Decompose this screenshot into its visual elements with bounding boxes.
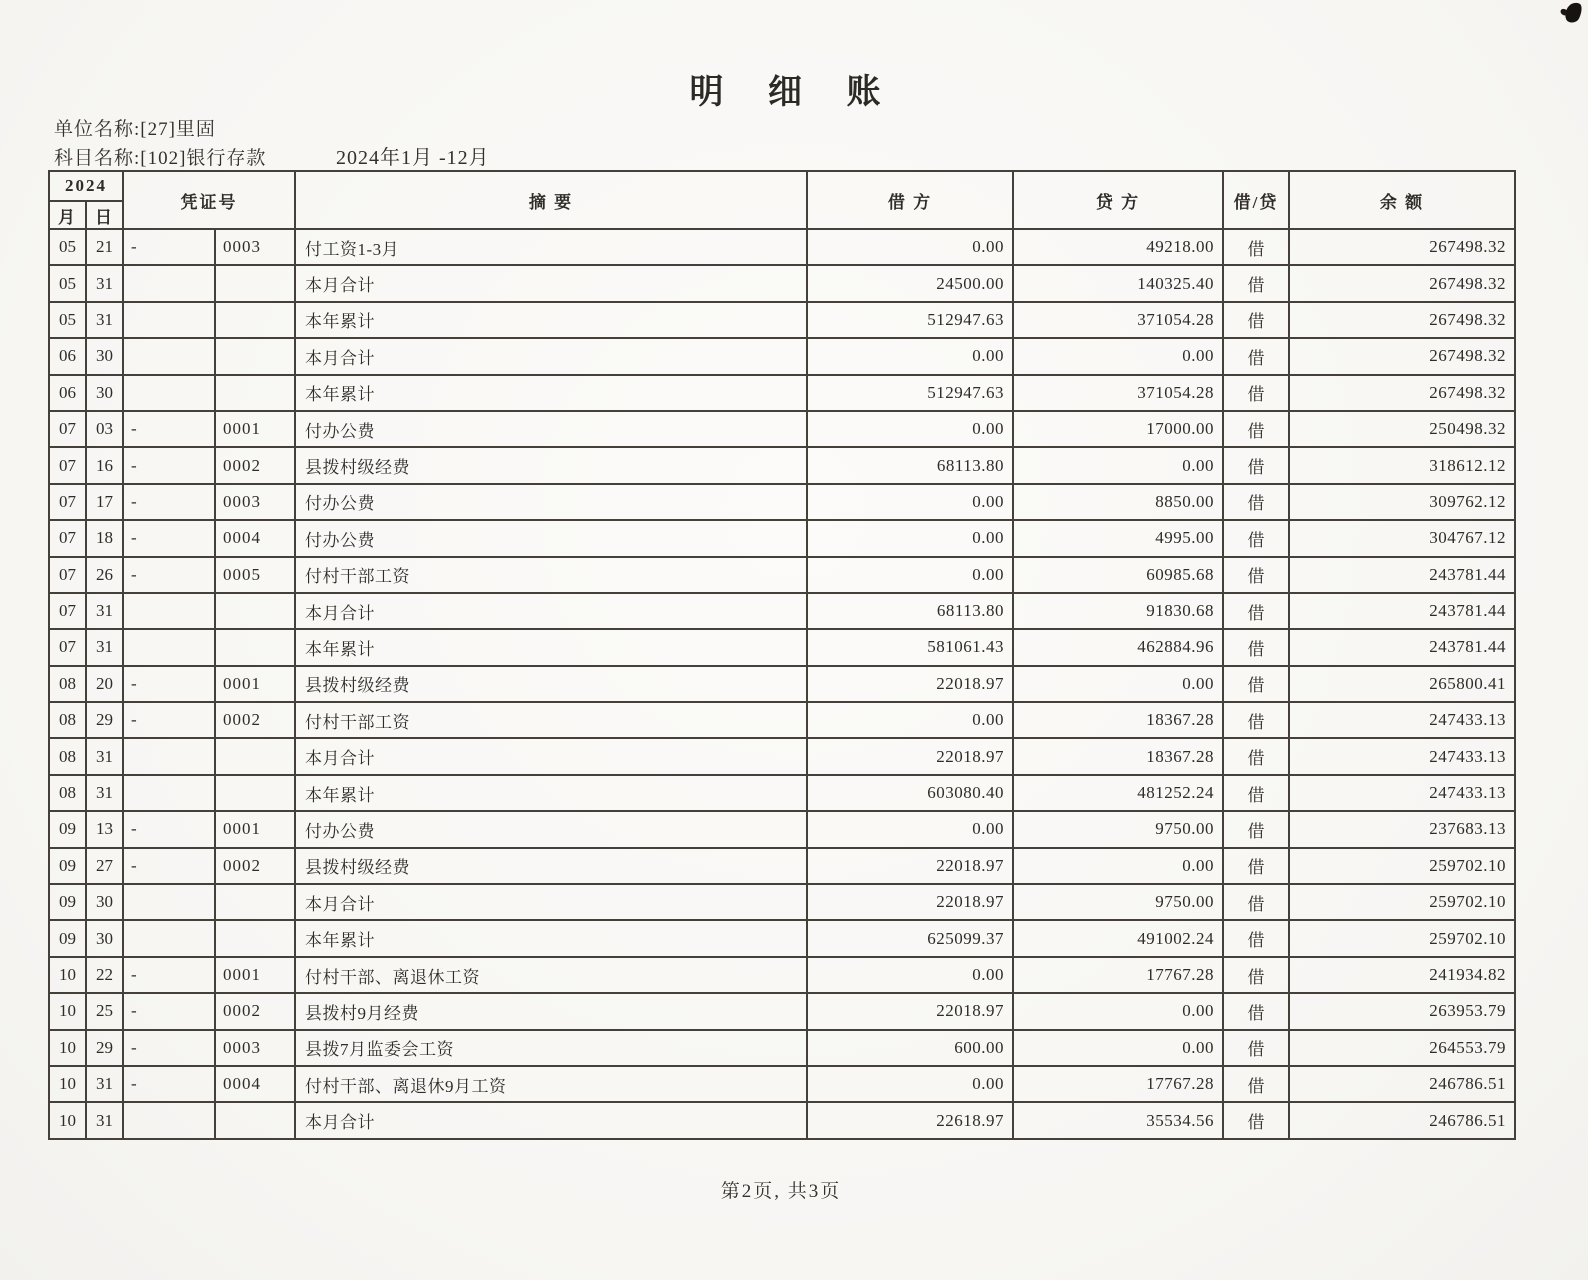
cell-voucher-no: 0003: [215, 1030, 295, 1066]
cell-day: 26: [86, 557, 123, 593]
cell-debit: 22018.97: [807, 884, 1013, 920]
cell-summary: 本年累计: [295, 375, 807, 411]
cell-month: 08: [49, 666, 86, 702]
cell-day: 30: [86, 920, 123, 956]
header-year: 2024: [49, 171, 123, 201]
cell-voucher-no: 0002: [215, 993, 295, 1029]
cell-summary: 本月合计: [295, 884, 807, 920]
cell-voucher-no: [215, 629, 295, 665]
cell-voucher-no: 0001: [215, 411, 295, 447]
cell-summary: 本月合计: [295, 338, 807, 374]
cell-debit: 0.00: [807, 557, 1013, 593]
cell-voucher-prefix: [123, 1102, 215, 1138]
cell-month: 08: [49, 775, 86, 811]
cell-summary: 本年累计: [295, 775, 807, 811]
cell-debit: 0.00: [807, 1066, 1013, 1102]
table-row: [49, 484, 1515, 520]
cell-voucher-no: 0001: [215, 666, 295, 702]
cell-balance: 267498.32: [1289, 338, 1515, 374]
cell-month: 07: [49, 411, 86, 447]
cell-day: 16: [86, 447, 123, 483]
cell-debit-credit-flag: 借: [1223, 1066, 1289, 1102]
cell-balance: 265800.41: [1289, 666, 1515, 702]
cell-balance: 247433.13: [1289, 702, 1515, 738]
cell-voucher-prefix: [123, 775, 215, 811]
cell-voucher-prefix: [123, 629, 215, 665]
table-row: [49, 993, 1515, 1029]
cell-credit: 60985.68: [1013, 557, 1223, 593]
cell-voucher-no: 0004: [215, 520, 295, 556]
cell-voucher-no: [215, 338, 295, 374]
table-row: [49, 411, 1515, 447]
cell-debit-credit-flag: 借: [1223, 666, 1289, 702]
cell-credit: 49218.00: [1013, 229, 1223, 265]
cell-summary: 付村干部、离退休工资: [295, 957, 807, 993]
cell-debit-credit-flag: 借: [1223, 338, 1289, 374]
header-debit: 借 方: [807, 171, 1013, 229]
cell-balance: 247433.13: [1289, 738, 1515, 774]
table-row: [49, 1102, 1515, 1138]
cell-summary: 付村干部工资: [295, 702, 807, 738]
subject-name-label: 科目名称:[102]银行存款: [54, 148, 267, 169]
cell-summary: 本月合计: [295, 738, 807, 774]
table-row: [49, 302, 1515, 338]
header-balance: 余 额: [1289, 171, 1515, 229]
cell-day: 22: [86, 957, 123, 993]
cell-debit: 22018.97: [807, 993, 1013, 1029]
cell-voucher-prefix: [123, 920, 215, 956]
cell-debit: 0.00: [807, 484, 1013, 520]
cell-voucher-prefix: [123, 375, 215, 411]
cell-summary: 付办公费: [295, 484, 807, 520]
cell-voucher-no: [215, 884, 295, 920]
cell-month: 07: [49, 447, 86, 483]
cell-debit-credit-flag: 借: [1223, 957, 1289, 993]
cell-credit: 8850.00: [1013, 484, 1223, 520]
cell-voucher-no: 0002: [215, 447, 295, 483]
cell-summary: 县拨村级经费: [295, 447, 807, 483]
cell-summary: 付村干部、离退休9月工资: [295, 1066, 807, 1102]
cell-day: 21: [86, 229, 123, 265]
cell-balance: 309762.12: [1289, 484, 1515, 520]
cell-day: 31: [86, 629, 123, 665]
cell-voucher-no: [215, 1102, 295, 1138]
cell-month: 07: [49, 484, 86, 520]
cell-balance: 267498.32: [1289, 302, 1515, 338]
scan-ink-blot: [1562, 0, 1584, 25]
unit-name-label: 单位名称:[27]里固: [54, 119, 216, 140]
cell-debit-credit-flag: 借: [1223, 411, 1289, 447]
cell-credit: 140325.40: [1013, 265, 1223, 301]
cell-debit-credit-flag: 借: [1223, 265, 1289, 301]
cell-debit: 22618.97: [807, 1102, 1013, 1138]
cell-credit: 4995.00: [1013, 520, 1223, 556]
cell-debit-credit-flag: 借: [1223, 629, 1289, 665]
cell-credit: 0.00: [1013, 848, 1223, 884]
cell-voucher-prefix: -: [123, 666, 215, 702]
cell-credit: 0.00: [1013, 666, 1223, 702]
cell-month: 08: [49, 702, 86, 738]
cell-credit: 17000.00: [1013, 411, 1223, 447]
cell-summary: 本年累计: [295, 920, 807, 956]
cell-balance: 246786.51: [1289, 1102, 1515, 1138]
header-dc: 借/贷: [1223, 171, 1289, 229]
cell-balance: 243781.44: [1289, 557, 1515, 593]
cell-day: 03: [86, 411, 123, 447]
cell-debit: 22018.97: [807, 848, 1013, 884]
cell-voucher-no: [215, 265, 295, 301]
cell-voucher-prefix: -: [123, 957, 215, 993]
cell-voucher-no: [215, 738, 295, 774]
cell-debit-credit-flag: 借: [1223, 993, 1289, 1029]
cell-voucher-prefix: -: [123, 229, 215, 265]
table-row: [49, 775, 1515, 811]
table-row: [49, 375, 1515, 411]
cell-voucher-no: [215, 375, 295, 411]
cell-debit-credit-flag: 借: [1223, 447, 1289, 483]
cell-balance: 263953.79: [1289, 993, 1515, 1029]
cell-day: 31: [86, 1066, 123, 1102]
cell-day: 31: [86, 265, 123, 301]
cell-balance: 247433.13: [1289, 775, 1515, 811]
cell-voucher-prefix: -: [123, 1030, 215, 1066]
cell-debit: 625099.37: [807, 920, 1013, 956]
cell-voucher-no: 0004: [215, 1066, 295, 1102]
cell-balance: 267498.32: [1289, 375, 1515, 411]
cell-month: 07: [49, 557, 86, 593]
cell-credit: 0.00: [1013, 1030, 1223, 1066]
cell-voucher-prefix: [123, 265, 215, 301]
cell-summary: 付村干部工资: [295, 557, 807, 593]
table-row: [49, 593, 1515, 629]
cell-debit-credit-flag: 借: [1223, 593, 1289, 629]
cell-credit: 481252.24: [1013, 775, 1223, 811]
cell-voucher-prefix: -: [123, 557, 215, 593]
cell-debit-credit-flag: 借: [1223, 775, 1289, 811]
cell-day: 20: [86, 666, 123, 702]
cell-summary: 县拨村9月经费: [295, 993, 807, 1029]
cell-debit: 24500.00: [807, 265, 1013, 301]
cell-balance: 241934.82: [1289, 957, 1515, 993]
cell-voucher-prefix: [123, 593, 215, 629]
cell-balance: 267498.32: [1289, 229, 1515, 265]
cell-month: 10: [49, 993, 86, 1029]
table-row: [49, 884, 1515, 920]
cell-voucher-prefix: -: [123, 447, 215, 483]
cell-debit-credit-flag: 借: [1223, 520, 1289, 556]
cell-day: 17: [86, 484, 123, 520]
cell-voucher-prefix: [123, 884, 215, 920]
cell-day: 30: [86, 884, 123, 920]
cell-day: 31: [86, 1102, 123, 1138]
cell-debit: 0.00: [807, 520, 1013, 556]
cell-debit: 22018.97: [807, 666, 1013, 702]
cell-month: 06: [49, 338, 86, 374]
cell-day: 13: [86, 811, 123, 847]
cell-month: 07: [49, 520, 86, 556]
ledger-header: [49, 171, 1515, 229]
cell-balance: 264553.79: [1289, 1030, 1515, 1066]
cell-summary: 本月合计: [295, 265, 807, 301]
cell-balance: 250498.32: [1289, 411, 1515, 447]
ledger-body: [49, 229, 1515, 1139]
table-row: [49, 447, 1515, 483]
cell-debit: 0.00: [807, 811, 1013, 847]
table-row: [49, 920, 1515, 956]
header-voucher: 凭证号: [123, 171, 295, 229]
cell-debit: 600.00: [807, 1030, 1013, 1066]
header-summary: 摘 要: [295, 171, 807, 229]
table-row: [49, 666, 1515, 702]
table-row: [49, 557, 1515, 593]
cell-voucher-prefix: [123, 302, 215, 338]
header-credit: 贷 方: [1013, 171, 1223, 229]
cell-balance: 267498.32: [1289, 265, 1515, 301]
cell-balance: 246786.51: [1289, 1066, 1515, 1102]
cell-debit: 0.00: [807, 338, 1013, 374]
cell-voucher-no: 0002: [215, 848, 295, 884]
cell-credit: 0.00: [1013, 338, 1223, 374]
cell-day: 31: [86, 775, 123, 811]
cell-month: 08: [49, 738, 86, 774]
cell-summary: 本年累计: [295, 302, 807, 338]
cell-credit: 371054.28: [1013, 302, 1223, 338]
cell-day: 25: [86, 993, 123, 1029]
page-number-footer: 第2页, 共3页: [720, 1181, 842, 1202]
cell-credit: 91830.68: [1013, 593, 1223, 629]
cell-voucher-prefix: -: [123, 848, 215, 884]
ledger-table: [48, 170, 1516, 1140]
cell-day: 30: [86, 375, 123, 411]
cell-voucher-no: 0001: [215, 811, 295, 847]
cell-voucher-no: 0003: [215, 229, 295, 265]
cell-month: 10: [49, 957, 86, 993]
cell-summary: 县拨村级经费: [295, 848, 807, 884]
cell-voucher-prefix: -: [123, 1066, 215, 1102]
cell-debit-credit-flag: 借: [1223, 811, 1289, 847]
cell-month: 07: [49, 593, 86, 629]
cell-debit-credit-flag: 借: [1223, 557, 1289, 593]
ledger-table-container: [48, 170, 1516, 1140]
page-title: 明 细 账: [689, 74, 899, 111]
cell-voucher-prefix: -: [123, 411, 215, 447]
cell-day: 31: [86, 738, 123, 774]
cell-balance: 243781.44: [1289, 593, 1515, 629]
table-row: [49, 848, 1515, 884]
table-row: [49, 702, 1515, 738]
cell-credit: 17767.28: [1013, 957, 1223, 993]
cell-month: 10: [49, 1102, 86, 1138]
cell-debit-credit-flag: 借: [1223, 1102, 1289, 1138]
cell-month: 06: [49, 375, 86, 411]
cell-summary: 本年累计: [295, 629, 807, 665]
cell-credit: 35534.56: [1013, 1102, 1223, 1138]
cell-voucher-no: [215, 920, 295, 956]
cell-balance: 237683.13: [1289, 811, 1515, 847]
cell-credit: 18367.28: [1013, 738, 1223, 774]
cell-debit: 68113.80: [807, 593, 1013, 629]
cell-debit: 0.00: [807, 957, 1013, 993]
cell-debit: 0.00: [807, 411, 1013, 447]
cell-summary: 县拨7月监委会工资: [295, 1030, 807, 1066]
cell-debit-credit-flag: 借: [1223, 229, 1289, 265]
cell-balance: 259702.10: [1289, 848, 1515, 884]
cell-credit: 491002.24: [1013, 920, 1223, 956]
table-row: [49, 229, 1515, 265]
cell-voucher-prefix: -: [123, 993, 215, 1029]
cell-summary: 本月合计: [295, 593, 807, 629]
cell-debit: 68113.80: [807, 447, 1013, 483]
cell-debit-credit-flag: 借: [1223, 1030, 1289, 1066]
cell-day: 18: [86, 520, 123, 556]
cell-debit: 581061.43: [807, 629, 1013, 665]
cell-month: 10: [49, 1030, 86, 1066]
cell-summary: 付办公费: [295, 520, 807, 556]
cell-debit-credit-flag: 借: [1223, 738, 1289, 774]
cell-day: 29: [86, 702, 123, 738]
cell-credit: 9750.00: [1013, 884, 1223, 920]
cell-debit-credit-flag: 借: [1223, 920, 1289, 956]
cell-voucher-prefix: [123, 738, 215, 774]
cell-credit: 0.00: [1013, 447, 1223, 483]
cell-voucher-prefix: [123, 338, 215, 374]
cell-debit: 512947.63: [807, 302, 1013, 338]
table-row: [49, 520, 1515, 556]
period-label: 2024年1月 -12月: [336, 147, 490, 169]
cell-balance: 259702.10: [1289, 920, 1515, 956]
cell-debit: 512947.63: [807, 375, 1013, 411]
cell-voucher-prefix: -: [123, 702, 215, 738]
cell-summary: 付办公费: [295, 411, 807, 447]
cell-credit: 0.00: [1013, 993, 1223, 1029]
header-month: 月: [49, 201, 86, 229]
cell-voucher-prefix: -: [123, 484, 215, 520]
cell-debit-credit-flag: 借: [1223, 484, 1289, 520]
cell-voucher-no: [215, 302, 295, 338]
cell-debit-credit-flag: 借: [1223, 884, 1289, 920]
cell-voucher-no: 0001: [215, 957, 295, 993]
cell-month: 05: [49, 302, 86, 338]
cell-debit: 603080.40: [807, 775, 1013, 811]
cell-balance: 243781.44: [1289, 629, 1515, 665]
cell-month: 09: [49, 884, 86, 920]
table-row: [49, 738, 1515, 774]
cell-debit-credit-flag: 借: [1223, 375, 1289, 411]
cell-day: 29: [86, 1030, 123, 1066]
table-row: [49, 1066, 1515, 1102]
cell-month: 09: [49, 920, 86, 956]
cell-credit: 9750.00: [1013, 811, 1223, 847]
table-row: [49, 811, 1515, 847]
cell-debit: 22018.97: [807, 738, 1013, 774]
header-day: 日: [86, 201, 123, 229]
cell-debit-credit-flag: 借: [1223, 702, 1289, 738]
cell-credit: 18367.28: [1013, 702, 1223, 738]
cell-summary: 本月合计: [295, 1102, 807, 1138]
cell-day: 31: [86, 593, 123, 629]
cell-month: 05: [49, 229, 86, 265]
cell-summary: 付办公费: [295, 811, 807, 847]
cell-voucher-no: 0003: [215, 484, 295, 520]
cell-balance: 304767.12: [1289, 520, 1515, 556]
cell-month: 09: [49, 848, 86, 884]
cell-debit: 0.00: [807, 702, 1013, 738]
table-row: [49, 265, 1515, 301]
cell-summary: 付工资1-3月: [295, 229, 807, 265]
cell-credit: 371054.28: [1013, 375, 1223, 411]
cell-summary: 县拨村级经费: [295, 666, 807, 702]
cell-debit-credit-flag: 借: [1223, 302, 1289, 338]
cell-voucher-prefix: -: [123, 520, 215, 556]
cell-voucher-no: 0005: [215, 557, 295, 593]
cell-balance: 318612.12: [1289, 447, 1515, 483]
table-row: [49, 957, 1515, 993]
table-row: [49, 338, 1515, 374]
cell-credit: 17767.28: [1013, 1066, 1223, 1102]
cell-voucher-no: 0002: [215, 702, 295, 738]
table-row: [49, 629, 1515, 665]
cell-debit: 0.00: [807, 229, 1013, 265]
cell-month: 10: [49, 1066, 86, 1102]
cell-voucher-no: [215, 775, 295, 811]
cell-day: 27: [86, 848, 123, 884]
cell-voucher-prefix: -: [123, 811, 215, 847]
cell-balance: 259702.10: [1289, 884, 1515, 920]
cell-voucher-no: [215, 593, 295, 629]
table-row: [49, 1030, 1515, 1066]
cell-credit: 462884.96: [1013, 629, 1223, 665]
cell-month: 07: [49, 629, 86, 665]
cell-debit-credit-flag: 借: [1223, 848, 1289, 884]
cell-day: 31: [86, 302, 123, 338]
cell-month: 05: [49, 265, 86, 301]
cell-month: 09: [49, 811, 86, 847]
cell-day: 30: [86, 338, 123, 374]
